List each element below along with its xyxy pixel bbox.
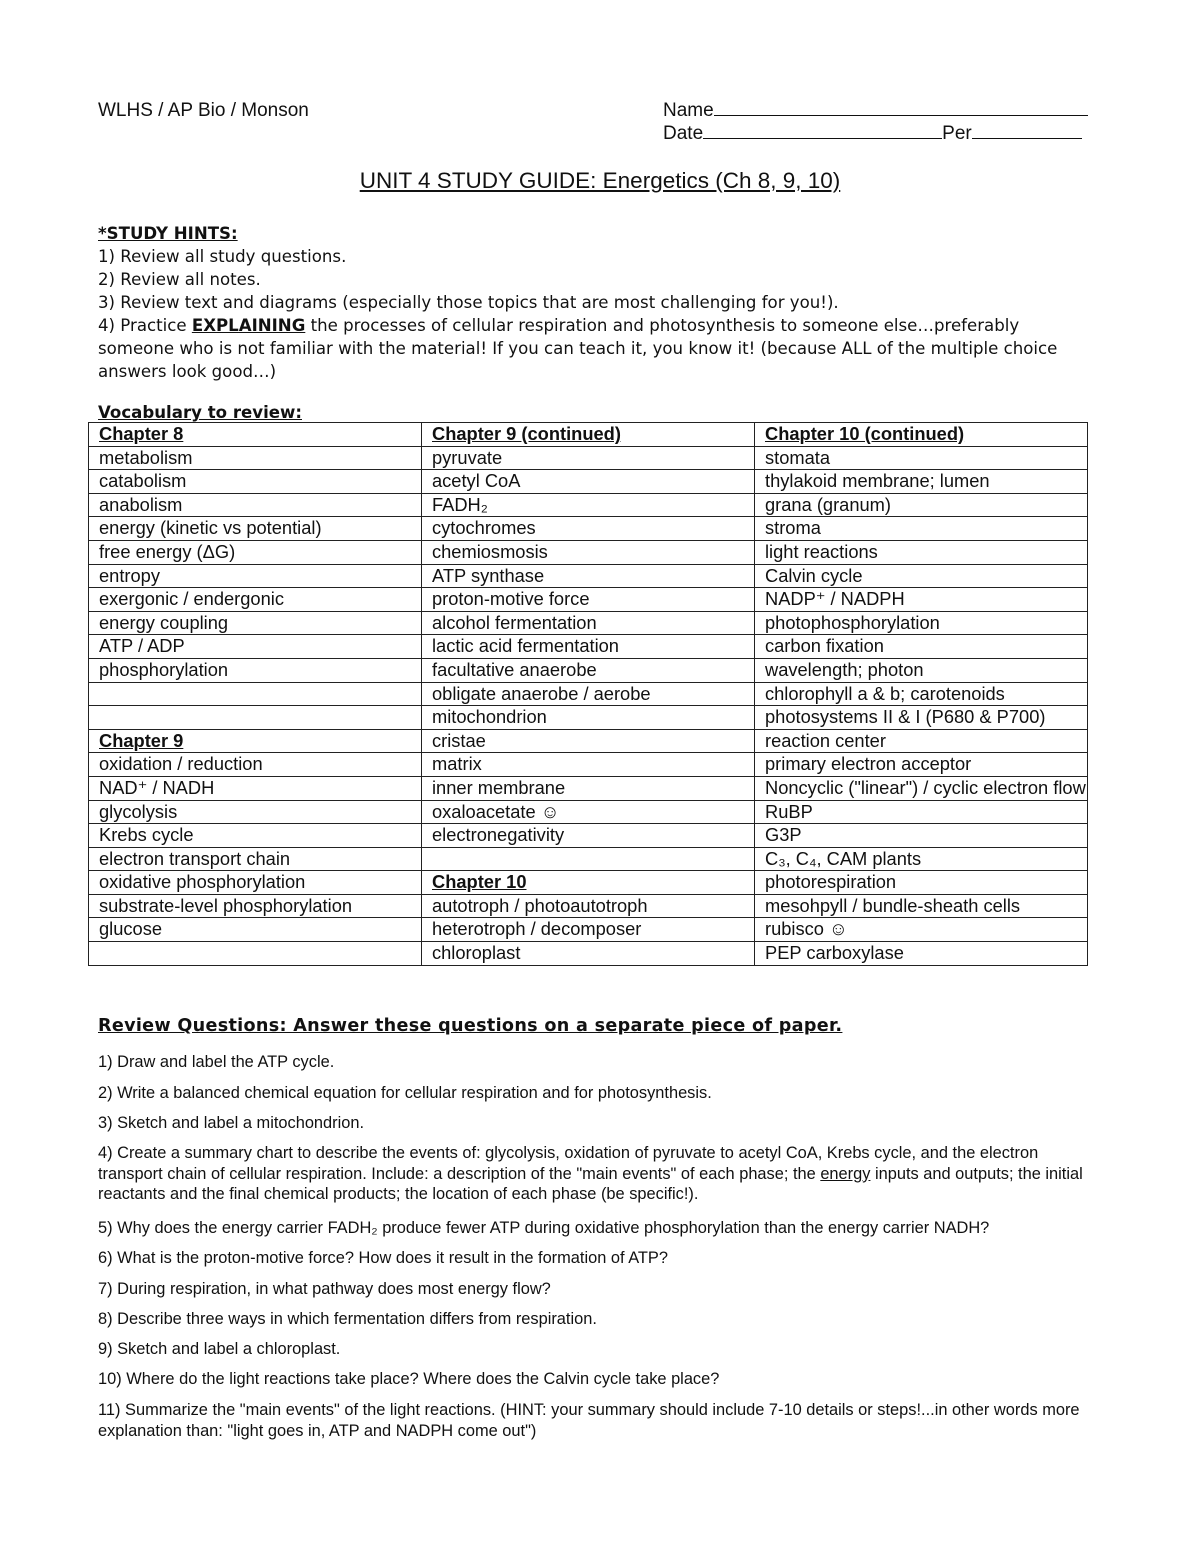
vocab-term: Noncyclic ("linear") / cyclic electron flow — [755, 776, 1088, 800]
date-per-field[interactable] — [663, 123, 1082, 145]
vocab-row — [89, 776, 1088, 800]
vocab-row — [89, 753, 1088, 777]
vocab-term: RuBP — [755, 800, 1088, 824]
vocab-chapter-heading: Chapter 8 — [89, 423, 422, 447]
vocabulary-table — [88, 422, 1088, 966]
vocab-row — [89, 470, 1088, 494]
vocab-term: primary electron acceptor — [755, 753, 1088, 777]
question-5: 5) Why does the energy carrier FADH₂ produce fewer ATP during oxidative phosphorylation than the energy carrier NADH? — [98, 1219, 990, 1237]
vocab-term: obligate anaerobe / aerobe — [422, 682, 755, 706]
name-field[interactable] — [663, 100, 1088, 122]
hint-item: 1) Review all study questions. — [98, 247, 347, 266]
vocab-row — [89, 871, 1088, 895]
vocab-row — [89, 847, 1088, 871]
vocab-chapter-heading: Chapter 10 — [422, 871, 755, 895]
hint-item: 2) Review all notes. — [98, 270, 261, 289]
vocab-term: G3P — [755, 824, 1088, 848]
date-blank — [703, 138, 942, 139]
vocab-term: cytochromes — [422, 517, 755, 541]
vocab-term: catabolism — [89, 470, 422, 494]
vocab-term: oxidative phosphorylation — [89, 871, 422, 895]
vocab-row — [89, 729, 1088, 753]
vocab-term: Krebs cycle — [89, 824, 422, 848]
vocab-term: energy (kinetic vs potential) — [89, 517, 422, 541]
date-label: Date — [663, 123, 704, 144]
vocab-term: entropy — [89, 564, 422, 588]
energy-underlined: energy — [820, 1164, 871, 1183]
question-10: 10) Where do the light reactions take place? Where does the Calvin cycle take place? — [98, 1370, 720, 1388]
vocab-row — [89, 588, 1088, 612]
vocab-term: oxidation / reduction — [89, 753, 422, 777]
vocabulary-label: Vocabulary to review: — [98, 403, 302, 422]
name-blank — [714, 115, 1088, 116]
vocab-term: heterotroph / decomposer — [422, 918, 755, 942]
vocab-row — [89, 942, 1088, 966]
vocab-term: mitochondrion — [422, 706, 755, 730]
question-4: 4) Create a summary chart to describe the events of: glycolysis, oxidation of pyruvate to acetyl CoA, Krebs cycle, and the electron transport chain of cellular respiration. Include: a description of the "main events" of each phase; the energy inputs and outputs; the initial reactants and the final chemical products; the location of each phase (be specific!). — [98, 1144, 1083, 1203]
vocab-term: anabolism — [89, 493, 422, 517]
vocab-term: mesohpyll / bundle-sheath cells — [755, 894, 1088, 918]
vocab-term: chemiosmosis — [422, 540, 755, 564]
vocab-term: alcohol fermentation — [422, 611, 755, 635]
question-3: 3) Sketch and label a mitochondrion. — [98, 1114, 365, 1132]
vocab-row — [89, 517, 1088, 541]
vocab-term: facultative anaerobe — [422, 658, 755, 682]
vocab-term: reaction center — [755, 729, 1088, 753]
vocab-row — [89, 493, 1088, 517]
vocab-row — [89, 706, 1088, 730]
vocab-term: grana (granum) — [755, 493, 1088, 517]
vocab-row — [89, 564, 1088, 588]
hint-item: 3) Review text and diagrams (especially those topics that are most challenging for you!). — [98, 293, 839, 312]
vocab-term: glucose — [89, 918, 422, 942]
vocab-term: exergonic / endergonic — [89, 588, 422, 612]
vocab-term: photorespiration — [755, 871, 1088, 895]
vocab-term: C₃, C₄, CAM plants — [755, 847, 1088, 871]
vocab-row — [89, 918, 1088, 942]
vocab-term: PEP carboxylase — [755, 942, 1088, 966]
vocab-term: cristae — [422, 729, 755, 753]
hint-item-4: 4) Practice EXPLAINING the processes of cellular respiration and photosynthesis to someone else…preferably someone who is not familiar with the material! If you can teach it, you know it! (because ALL of the multiple choice answers look good…) — [98, 316, 1058, 381]
vocab-term: chlorophyll a & b; carotenoids — [755, 682, 1088, 706]
study-hints-label: *STUDY HINTS: — [98, 224, 238, 243]
question-1: 1) Draw and label the ATP cycle. — [98, 1053, 335, 1071]
vocab-chapter-heading: Chapter 9 (continued) — [422, 423, 755, 447]
question-6: 6) What is the proton-motive force? How does it result in the formation of ATP? — [98, 1249, 668, 1267]
question-7: 7) During respiration, in what pathway does most energy flow? — [98, 1280, 551, 1298]
question-9: 9) Sketch and label a chloroplast. — [98, 1340, 341, 1358]
vocab-term — [89, 682, 422, 706]
vocab-term: free energy (ΔG) — [89, 540, 422, 564]
vocab-term: electronegativity — [422, 824, 755, 848]
vocab-chapter-heading: Chapter 9 — [89, 729, 422, 753]
vocab-term: stroma — [755, 517, 1088, 541]
vocab-term: pyruvate — [422, 446, 755, 470]
vocab-term: lactic acid fermentation — [422, 635, 755, 659]
vocab-term: stomata — [755, 446, 1088, 470]
vocab-term: glycolysis — [89, 800, 422, 824]
name-label: Name — [663, 100, 714, 121]
vocab-row — [89, 611, 1088, 635]
vocab-term: ATP synthase — [422, 564, 755, 588]
vocab-term: FADH₂ — [422, 493, 755, 517]
vocab-term: acetyl CoA — [422, 470, 755, 494]
study-hints — [98, 222, 1098, 383]
vocab-term: NADP⁺ / NADPH — [755, 588, 1088, 612]
vocab-row — [89, 540, 1088, 564]
vocab-term — [89, 942, 422, 966]
vocab-term: chloroplast — [422, 942, 755, 966]
vocab-term: substrate-level phosphorylation — [89, 894, 422, 918]
vocab-term: electron transport chain — [89, 847, 422, 871]
vocab-term: energy coupling — [89, 611, 422, 635]
vocab-row — [89, 423, 1088, 447]
vocab-term: oxaloacetate ☺ — [422, 800, 755, 824]
per-label: Per — [942, 123, 972, 144]
vocab-term: wavelength; photon — [755, 658, 1088, 682]
page-title: UNIT 4 STUDY GUIDE: Energetics (Ch 8, 9, 10) — [359, 168, 841, 193]
vocab-term: photophosphorylation — [755, 611, 1088, 635]
course-label: WLHS / AP Bio / Monson — [98, 100, 309, 121]
vocab-term: metabolism — [89, 446, 422, 470]
vocab-term: thylakoid membrane; lumen — [755, 470, 1088, 494]
vocab-term: ATP / ADP — [89, 635, 422, 659]
question-11: 11) Summarize the "main events" of the light reactions. (HINT: your summary should include 7-10 details or steps!...in other words more explanation than: "light goes in, ATP and NADPH come out") — [98, 1401, 1080, 1440]
vocab-term: Calvin cycle — [755, 564, 1088, 588]
vocab-term: matrix — [422, 753, 755, 777]
vocab-row — [89, 658, 1088, 682]
vocab-row — [89, 894, 1088, 918]
explaining-emphasis: EXPLAINING — [191, 316, 306, 335]
vocab-term: autotroph / photoautotroph — [422, 894, 755, 918]
vocab-term — [422, 847, 755, 871]
vocab-row — [89, 824, 1088, 848]
vocab-row — [89, 635, 1088, 659]
vocab-term: inner membrane — [422, 776, 755, 800]
vocab-term: NAD⁺ / NADH — [89, 776, 422, 800]
vocab-row — [89, 682, 1088, 706]
question-8: 8) Describe three ways in which fermentation differs from respiration. — [98, 1310, 597, 1328]
vocab-term: carbon fixation — [755, 635, 1088, 659]
question-2: 2) Write a balanced chemical equation for cellular respiration and for photosynthesis. — [98, 1084, 712, 1102]
vocab-row — [89, 446, 1088, 470]
vocab-term: phosphorylation — [89, 658, 422, 682]
per-blank — [972, 138, 1082, 139]
vocab-chapter-heading: Chapter 10 (continued) — [755, 423, 1088, 447]
vocab-term: light reactions — [755, 540, 1088, 564]
vocab-term — [89, 706, 422, 730]
vocab-term: photosystems II & I (P680 & P700) — [755, 706, 1088, 730]
review-questions-title: Review Questions: Answer these questions on a separate piece of paper. — [98, 1016, 843, 1036]
vocab-term: rubisco ☺ — [755, 918, 1088, 942]
vocab-term: proton-motive force — [422, 588, 755, 612]
vocab-row — [89, 800, 1088, 824]
